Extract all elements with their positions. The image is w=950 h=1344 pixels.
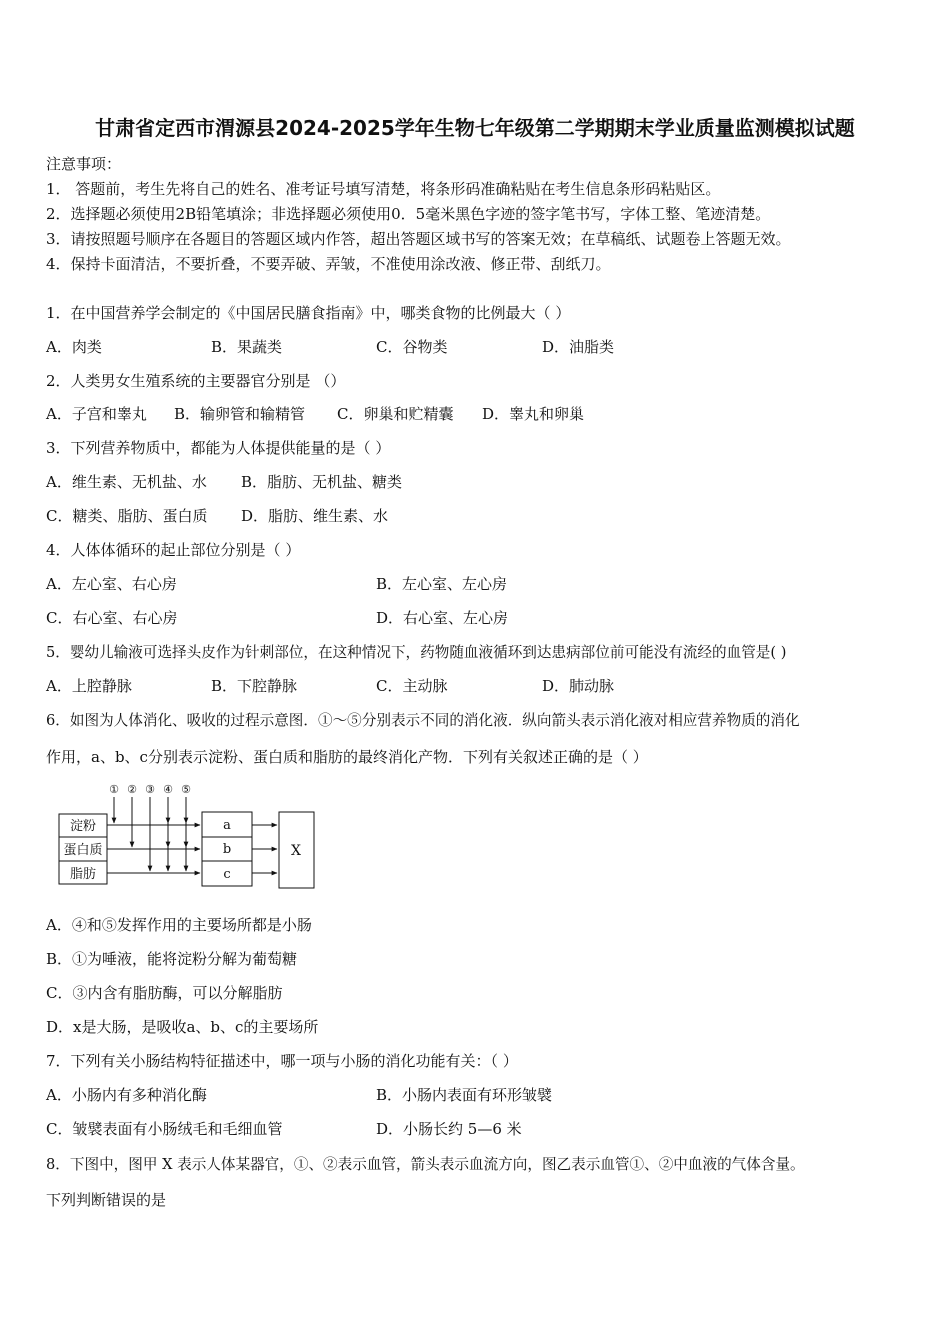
nutrient-protein: 蛋白质 [63, 843, 103, 858]
product-a: a [223, 818, 231, 833]
q7-option-d: D．小肠长约 5—6 米 [376, 1120, 522, 1138]
product-b: b [222, 842, 232, 857]
q2-option-d: D．睾丸和卵巢 [482, 405, 585, 423]
notice-item-2: 2．选择题必须使用2B铅笔填涂；非选择题必须使用0．5毫米黑色字迹的签字笔书写，字体工整、笔迹清楚。 [46, 205, 771, 223]
product-c: c [223, 867, 231, 882]
q2-option-c: C．卵巢和贮精囊 [337, 405, 454, 423]
q6-option-c: C．③内含有脂肪酶，可以分解脂肪 [46, 984, 283, 1002]
q5-option-d: D．肺动脉 [542, 677, 615, 695]
juice-label-1: ① [109, 783, 119, 796]
q7-option-a: A．小肠内有多种消化酶 [46, 1086, 207, 1104]
question-6-stem-line2: 作用，a、b、c分别表示淀粉、蛋白质和脂肪的最终消化产物．下列有关叙述正确的是（ ） [46, 748, 648, 766]
notice-heading: 注意事项： [46, 155, 122, 173]
q2-option-b: B．输卵管和输精管 [174, 405, 306, 423]
juice-label-2: ② [127, 783, 137, 796]
q3-option-c: C．糖类、脂肪、蛋白质 [46, 507, 208, 525]
page-title: 甘肃省定西市渭源县2024-2025学年生物七年级第二学期期末学业质量监测模拟试题 [95, 116, 855, 140]
question-8-stem-line1: 8．下图中，图甲 X 表示人体某器官，①、②表示血管，箭头表示血流方向，图乙表示血管①、②中血液的气体含量。 [46, 1156, 805, 1173]
question-3-stem: 3．下列营养物质中，都能为人体提供能量的是（ ） [46, 439, 391, 457]
question-7-stem: 7．下列有关小肠结构特征描述中，哪一项与小肠的消化功能有关：（ ） [46, 1052, 518, 1070]
q1-option-c: C．谷物类 [376, 338, 448, 356]
digestion-diagram [55, 778, 320, 892]
q3-option-a: A．维生素、无机盐、水 [46, 473, 207, 491]
nutrient-starch: 淀粉 [69, 819, 97, 834]
juice-label-4: ④ [163, 783, 173, 796]
q7-option-b: B．小肠内表面有环形皱襞 [376, 1086, 553, 1104]
notice-item-3: 3．请按照题号顺序在各题目的答题区域内作答，超出答题区域书写的答案无效；在草稿纸、试题卷上答题无效。 [46, 230, 791, 248]
q5-option-b: B．下腔静脉 [211, 677, 298, 695]
organ-x: X [291, 843, 301, 859]
q1-option-d: D．油脂类 [542, 338, 615, 356]
q2-option-a: A．子宫和睾丸 [46, 405, 147, 423]
question-4-stem: 4．人体体循环的起止部位分别是（ ） [46, 541, 301, 559]
notice-item-4: 4．保持卡面清洁，不要折叠，不要弄破、弄皱，不准使用涂改液、修正带、刮纸刀。 [46, 255, 611, 273]
q4-option-d: D．右心室、左心房 [376, 609, 509, 627]
q5-option-c: C．主动脉 [376, 677, 448, 695]
q1-option-b: B．果蔬类 [211, 338, 283, 356]
question-2-stem: 2．人类男女生殖系统的主要器官分别是 （） [46, 372, 346, 390]
q4-option-b: B．左心室、左心房 [376, 575, 508, 593]
q6-option-b: B．①为唾液，能将淀粉分解为葡萄糖 [46, 950, 298, 968]
question-5-stem: 5．婴幼儿输液可选择头皮作为针刺部位，在这种情况下，药物随血液循环到达患病部位前可能没有流经的血管是( ) [46, 644, 787, 661]
question-8-stem-line2: 下列判断错误的是 [46, 1191, 167, 1209]
notice-item-1: 1． 答题前，考生先将自己的姓名、准考证号填写清楚，将条形码准确粘贴在考生信息条形码粘贴区。 [46, 180, 721, 198]
q6-option-a: A．④和⑤发挥作用的主要场所都是小肠 [46, 916, 312, 934]
question-6-stem-line1: 6．如图为人体消化、吸收的过程示意图．①～⑤分别表示不同的消化液．纵向箭头表示消化液对相应营养物质的消化 [46, 712, 800, 729]
juice-label-5: ⑤ [181, 783, 191, 796]
q3-option-b: B．脂肪、无机盐、糖类 [241, 473, 403, 491]
q4-option-c: C．右心室、右心房 [46, 609, 178, 627]
q3-option-d: D．脂肪、维生素、水 [241, 507, 389, 525]
q4-option-a: A．左心室、右心房 [46, 575, 177, 593]
question-1-stem: 1．在中国营养学会制定的《中国居民膳食指南》中，哪类食物的比例最大（ ） [46, 304, 571, 322]
q7-option-c: C．皱襞表面有小肠绒毛和毛细血管 [46, 1120, 283, 1138]
juice-label-3: ③ [145, 783, 155, 796]
nutrient-fat: 脂肪 [69, 867, 97, 882]
q6-option-d: D．x是大肠，是吸收a、b、c的主要场所 [46, 1018, 319, 1036]
q5-option-a: A．上腔静脉 [46, 677, 132, 695]
q1-option-a: A．肉类 [46, 338, 102, 356]
